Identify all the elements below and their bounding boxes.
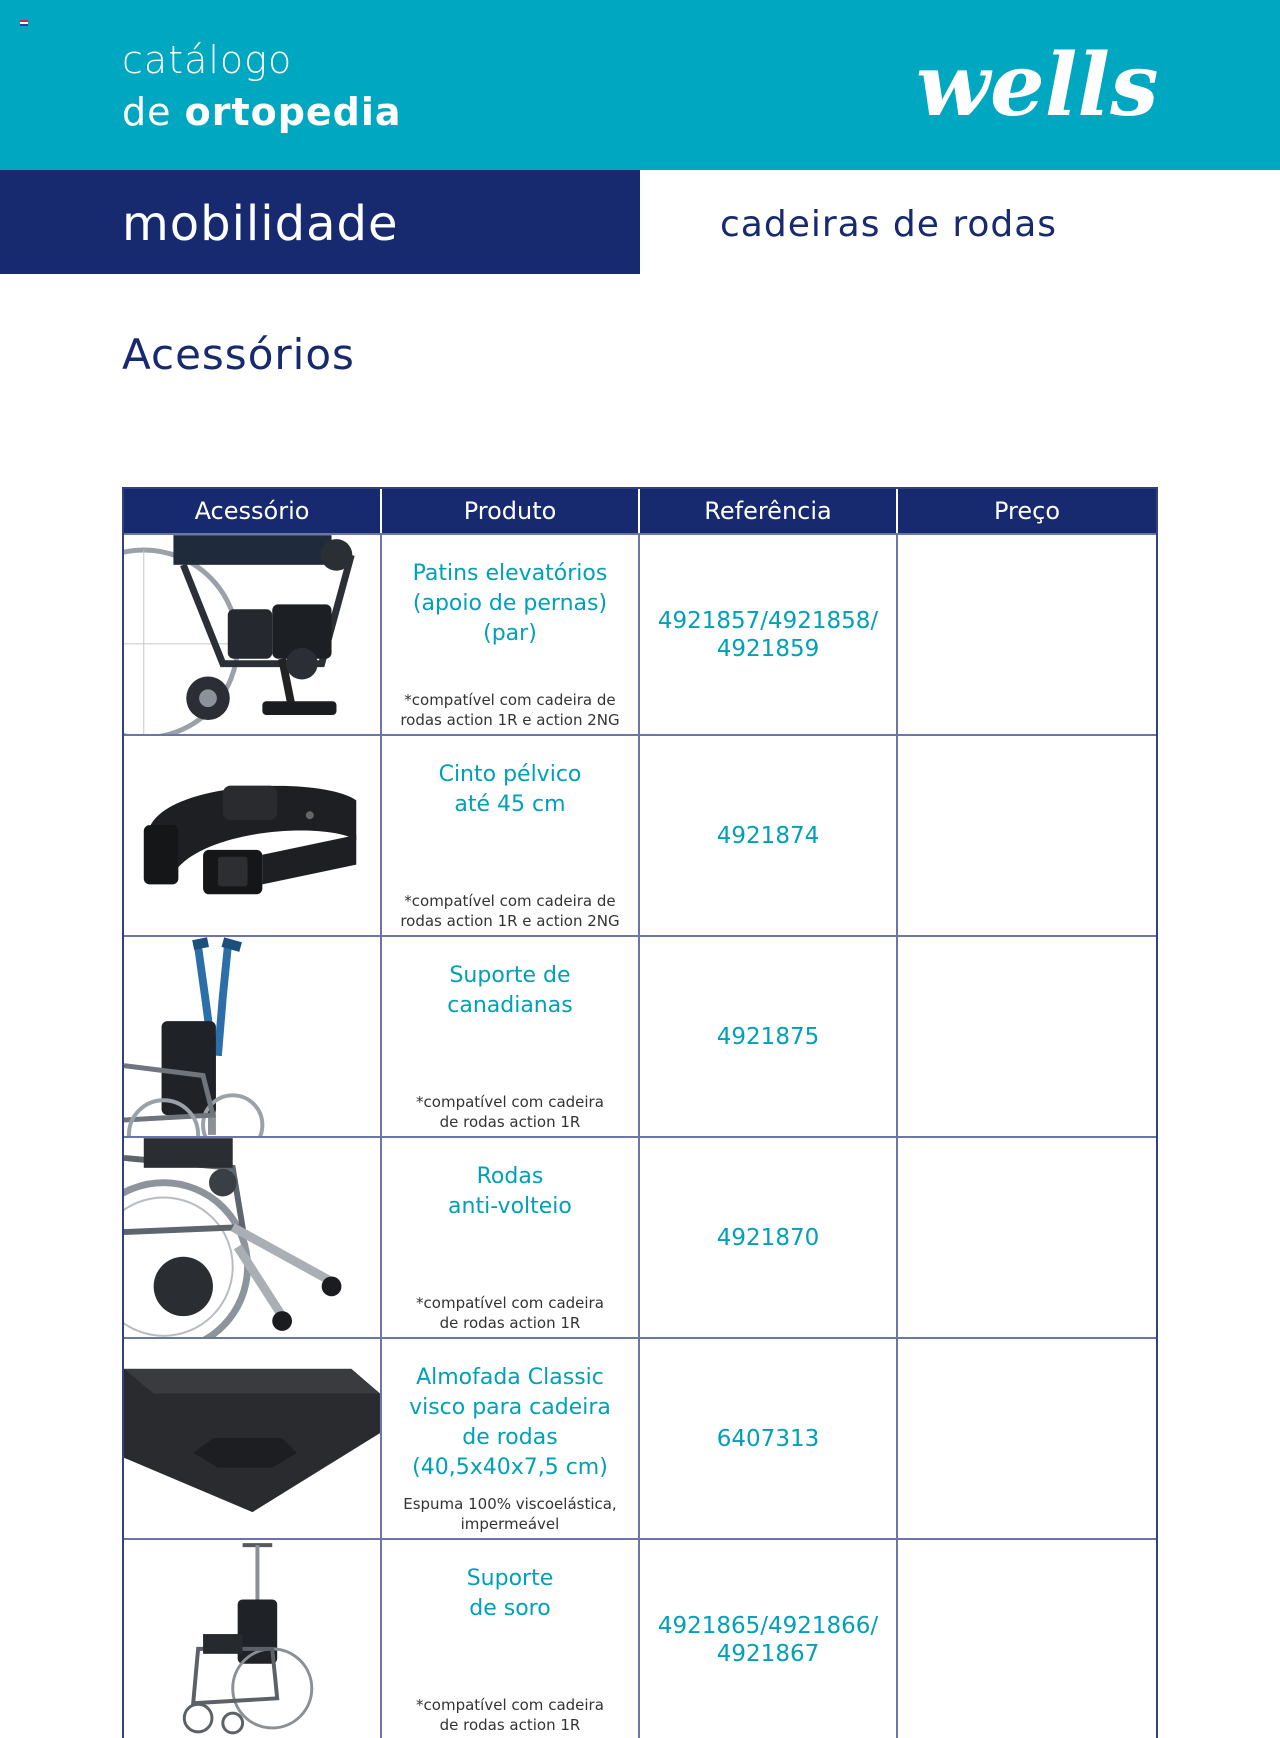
- product-cell: [382, 937, 640, 1136]
- product-name: Patins elevatórios (apoio de pernas) (par): [412, 561, 608, 646]
- reference-cell: 4921857/4921858/ 4921859: [640, 535, 898, 734]
- product-note: *compatível com cadeira de rodas action 1R: [416, 1294, 604, 1332]
- col-header-reference: Referência: [640, 489, 898, 533]
- crutch-holder-image: [124, 937, 382, 1136]
- product-name: Suporte de canadianas: [447, 963, 573, 1018]
- product-name: Rodas anti-volteio: [448, 1164, 572, 1219]
- table-header: [124, 489, 1156, 533]
- price-cell: [898, 535, 1156, 734]
- table-row: [124, 1337, 1156, 1538]
- pelvic-belt-image: [124, 736, 382, 935]
- cushion-image: [124, 1339, 382, 1538]
- reference-cell: 4921870: [640, 1138, 898, 1337]
- flag-icon: [20, 20, 28, 26]
- section-title: Acessórios: [122, 330, 355, 379]
- col-header-accessory: Acessório: [124, 489, 382, 533]
- svg-text:wells: wells: [916, 40, 1159, 130]
- table-row: [124, 533, 1156, 734]
- product-name: Cinto pélvico até 45 cm: [438, 762, 582, 817]
- reference-cell: 6407313: [640, 1339, 898, 1538]
- iv-pole-image: [124, 1540, 382, 1738]
- subcategory-title: cadeiras de rodas: [720, 204, 1058, 245]
- product-name: Almofada Classic visco para cadeira de rodas (40,5x40x7,5 cm): [409, 1365, 611, 1480]
- price-cell: [898, 736, 1156, 935]
- reference-cell: 4921875: [640, 937, 898, 1136]
- price-cell: [898, 1138, 1156, 1337]
- product-cell: [382, 1339, 640, 1538]
- col-header-price: Preço: [993, 497, 1061, 525]
- catalog-title-line2: de ortopedia: [122, 90, 402, 134]
- table-row: [124, 1136, 1156, 1337]
- table-row: [124, 935, 1156, 1136]
- table-row: [124, 734, 1156, 935]
- product-cell: [382, 1138, 640, 1337]
- price-cell: [898, 937, 1156, 1136]
- wheelchair-legrest-image: [124, 535, 382, 734]
- accessories-table: [122, 487, 1158, 1738]
- product-cell: [382, 535, 640, 734]
- product-note: *compatível com cadeira de rodas action 1R: [416, 1093, 604, 1131]
- price-cell: [898, 1339, 1156, 1538]
- col-header-product: Produto: [382, 489, 640, 533]
- catalog-title-line1: catálogo: [122, 38, 293, 82]
- table-row: [124, 1538, 1156, 1738]
- price-cell: [898, 1540, 1156, 1738]
- anti-tip-wheels-image: [124, 1138, 382, 1337]
- product-note: *compatível com cadeira de rodas action 1R e action 2NG: [400, 892, 620, 930]
- category-title: mobilidade: [122, 196, 399, 252]
- product-cell: [382, 1540, 640, 1738]
- product-name: Suporte de soro: [466, 1566, 554, 1621]
- reference-cell: 4921874: [640, 736, 898, 935]
- product-note: *compatível com cadeira de rodas action 1R e action 2NG: [400, 691, 620, 729]
- reference-cell: 4921865/4921866/ 4921867: [640, 1540, 898, 1738]
- wells-logo: [912, 40, 1162, 130]
- product-cell: [382, 736, 640, 935]
- product-note: *compatível com cadeira de rodas action 1R: [416, 1696, 604, 1734]
- product-note: Espuma 100% viscoelástica, impermeável: [403, 1495, 617, 1533]
